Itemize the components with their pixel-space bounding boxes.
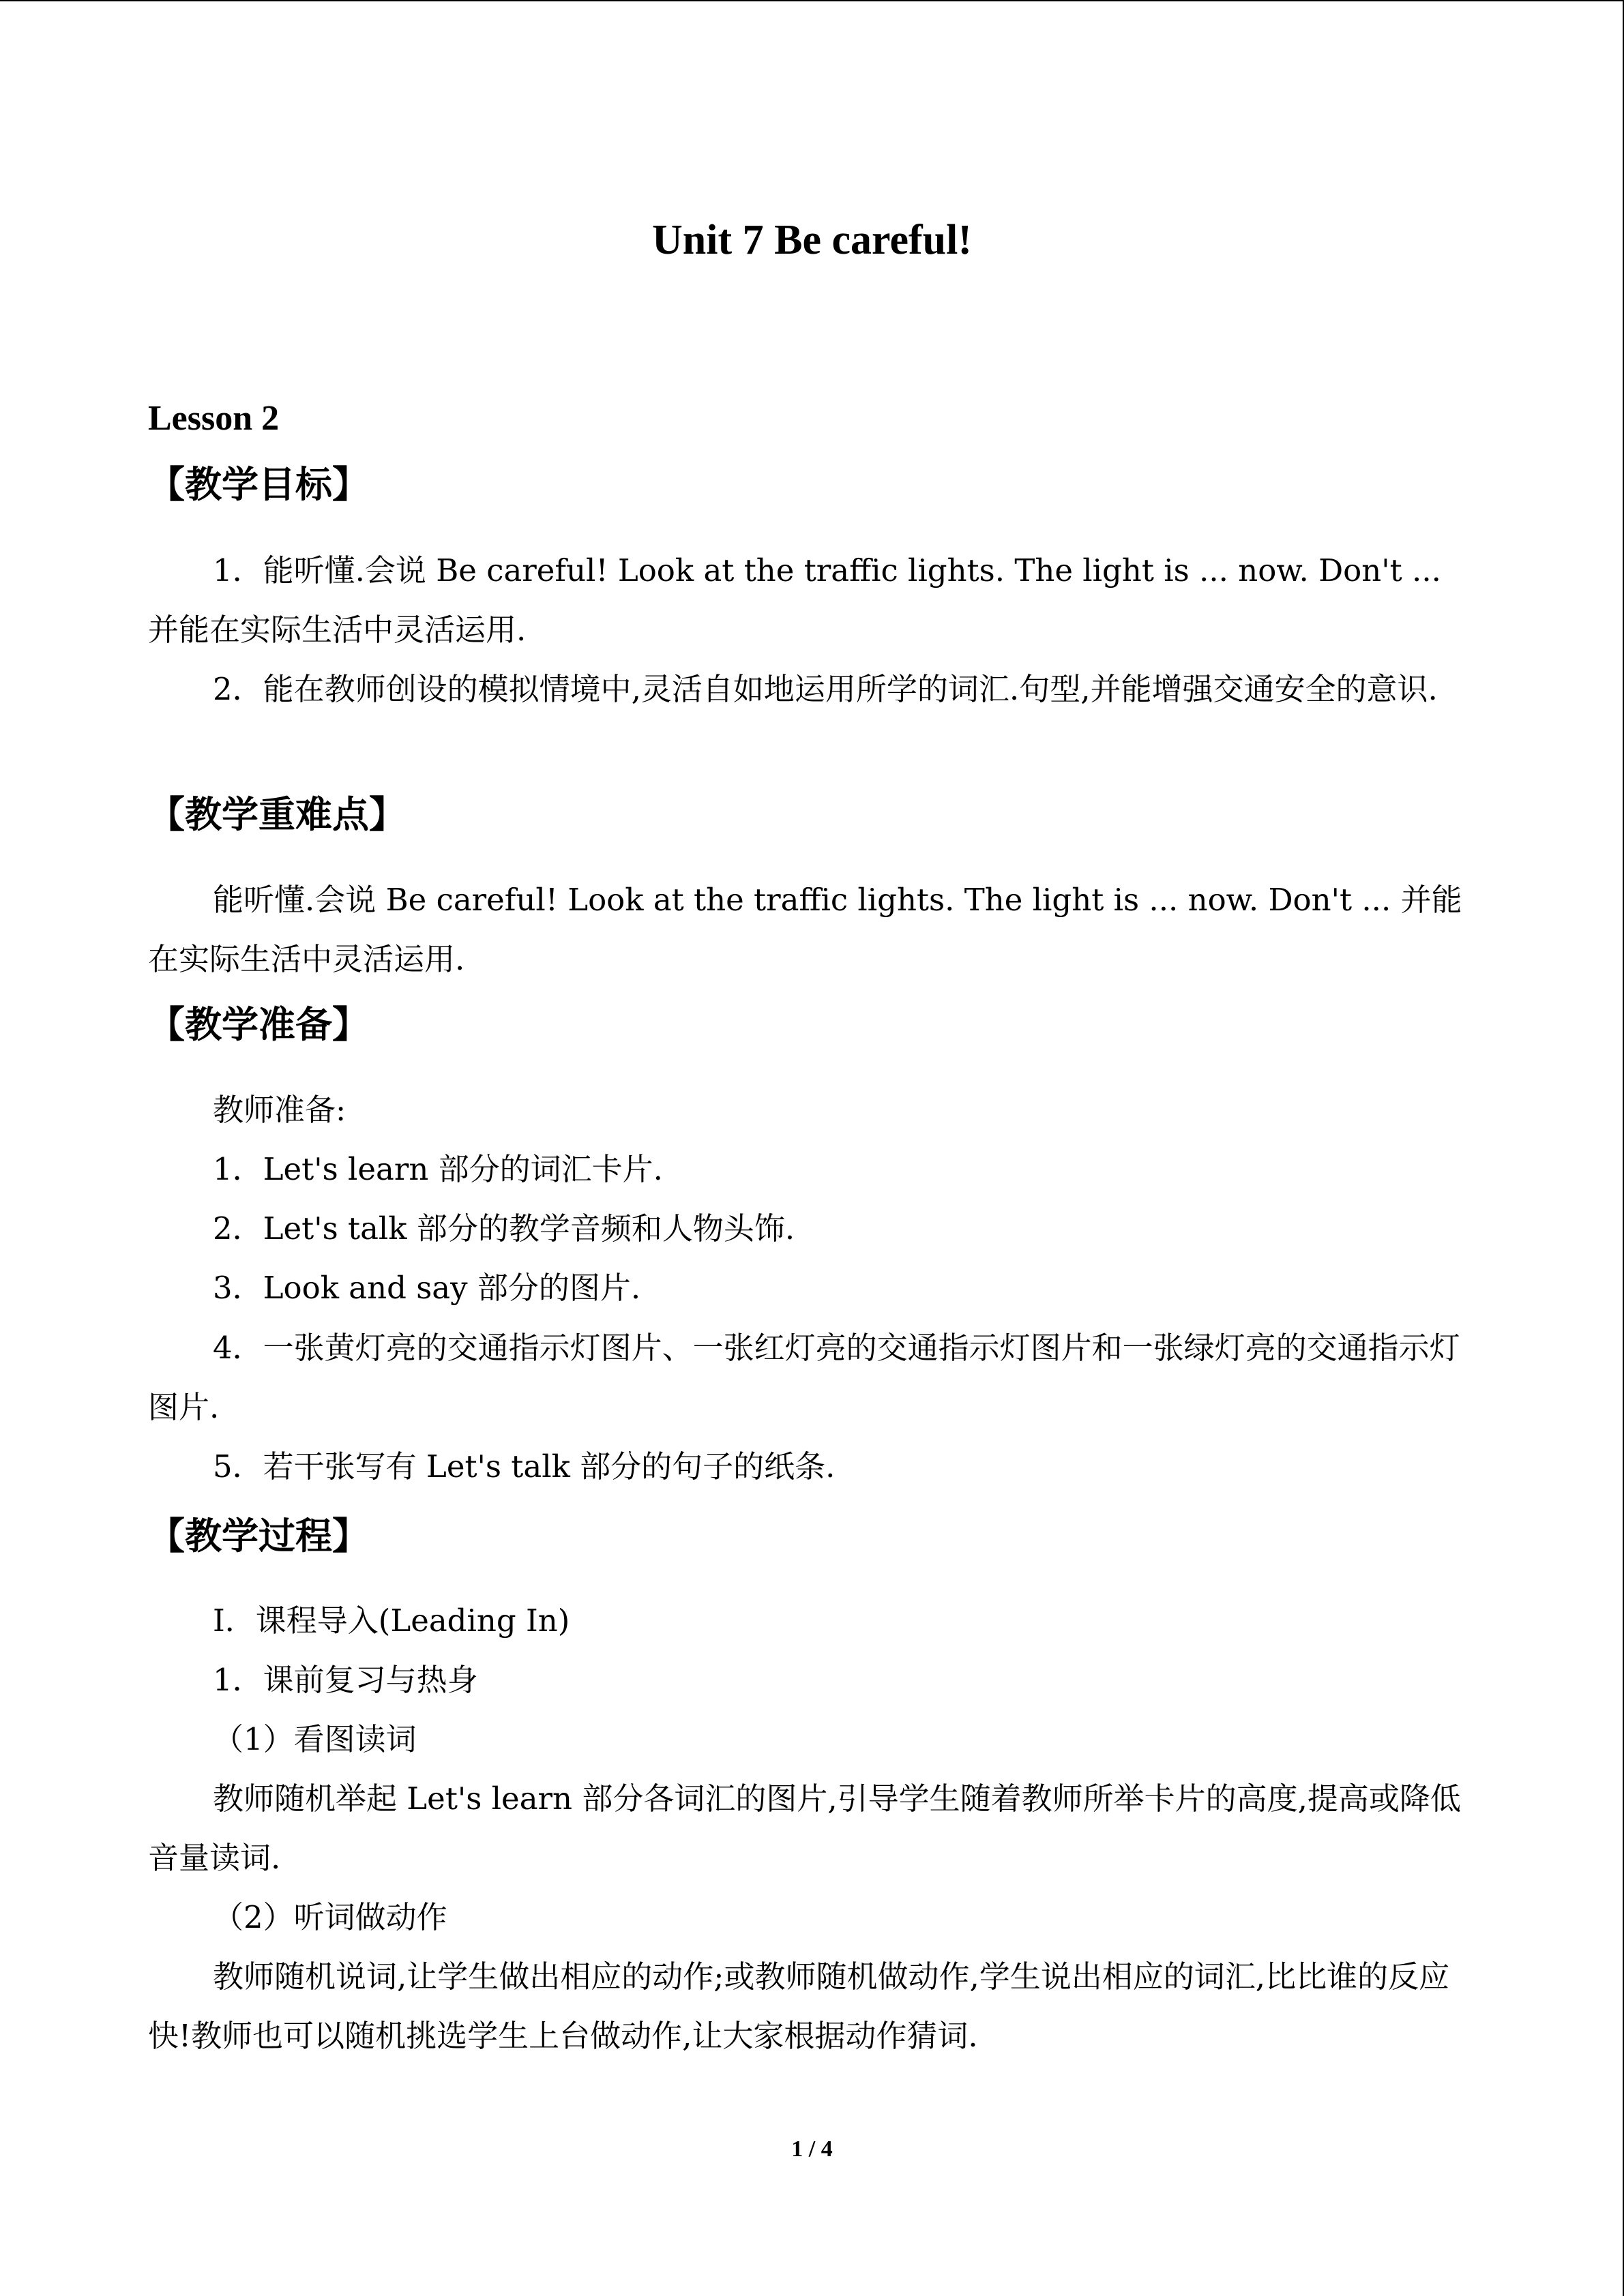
key-points-heading: 【教学重难点】: [148, 792, 406, 836]
process-sub-1: （1）看图读词: [213, 1721, 417, 1757]
key-points-text: 能听懂.会说 Be careful! Look at the traffic lights. The light is ... now. Don't ... 并能在实际生活中灵活运用.: [148, 882, 1462, 977]
preparation-item-2: 2．Let's talk 部分的教学音频和人物头饰.: [213, 1210, 795, 1247]
process-sub-1-text: 教师随机举起 Let's learn 部分各词汇的图片,引导学生随着教师所举卡片的高度,提高或降低音量读词.: [148, 1780, 1461, 1876]
objectives-heading: 【教学目标】: [148, 462, 369, 506]
objective-item-2: 2．能在教师创设的模拟情境中,灵活自如地运用所学的词汇.句型,并能增强交通安全的意识.: [213, 671, 1438, 707]
objective-item-1: 1．能听懂.会说 Be careful! Look at the traffic lights. The light is ... now. Don't ... 并能在实际生活中灵活运用.: [148, 552, 1441, 648]
preparation-heading: 【教学准备】: [148, 1002, 369, 1046]
lesson-label: Lesson 2: [148, 399, 280, 438]
preparation-item-1: 1．Let's learn 部分的词汇卡片.: [213, 1151, 663, 1187]
process-step-1: Ⅰ．课程导入(Leading In): [213, 1602, 570, 1639]
document-title: Unit 7 Be careful!: [652, 217, 972, 263]
preparation-item-4: 4．一张黄灯亮的交通指示灯图片、一张红灯亮的交通指示灯图片和一张绿灯亮的交通指示灯图片.: [148, 1330, 1460, 1425]
preparation-item-5: 5．若干张写有 Let's talk 部分的句子的纸条.: [213, 1448, 836, 1485]
process-sub-2: （2）听词做动作: [213, 1899, 447, 1935]
preparation-item-3: 3．Look and say 部分的图片.: [213, 1270, 641, 1306]
process-sub-2-text: 教师随机说词,让学生做出相应的动作;或教师随机做动作,学生说出相应的词汇,比比谁的反应快!教师也可以随机挑选学生上台做动作,让大家根据动作猜词.: [148, 1958, 1450, 2054]
process-step-1-1: 1．课前复习与热身: [213, 1662, 478, 1698]
process-heading: 【教学过程】: [148, 1514, 369, 1557]
preparation-intro: 教师准备:: [213, 1092, 346, 1128]
page-number: 1 / 4: [791, 2136, 833, 2162]
